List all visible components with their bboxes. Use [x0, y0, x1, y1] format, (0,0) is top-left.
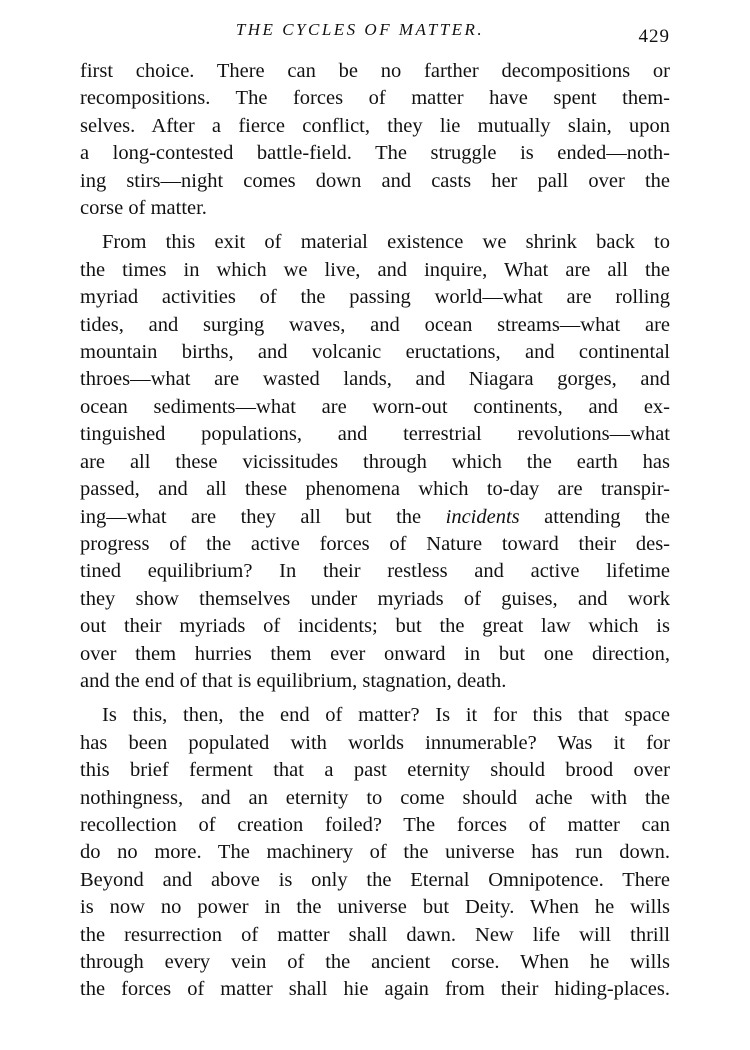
text-line: Beyond and above is only the Eternal Omnipotence. There [80, 868, 670, 891]
text-line-with-italic [80, 504, 670, 531]
running-head [80, 18, 670, 48]
text-line: out their myriads of incidents; but the great law which is [80, 615, 670, 638]
text-line: this brief ferment that a past eternity should brood over [80, 759, 670, 782]
paragraph-3 [80, 702, 670, 1003]
text-line: From this exit of material existence we shrink back to [102, 231, 670, 254]
text-line: a long-contested battle-field. The struggle is ended—noth- [80, 142, 670, 165]
text-line: selves. After a fierce conflict, they lie mutually slain, upon [80, 114, 670, 137]
running-title: THE CYCLES OF MATTER. [235, 20, 485, 39]
text-line: nothingness, and an eternity to come should ache with the [80, 786, 670, 809]
text-line: the resurrection of matter shall dawn. New life will thrill [80, 923, 670, 946]
text-line: the times in which we live, and inquire, What are all the [80, 258, 670, 281]
text-line: over them hurries them ever onward in but one direction, [80, 642, 670, 665]
text-line: and the end of that is equilibrium, stagnation, death. [80, 669, 507, 692]
paragraph-2 [80, 229, 670, 695]
text-segment: ing—what are they all but the [80, 505, 422, 528]
text-line: tinguished populations, and terrestrial revolutions—what [80, 423, 670, 446]
text-line: is now no power in the universe but Deity. When he wills [80, 896, 670, 919]
paragraph-gap [80, 222, 670, 229]
text-line: ing stirs—night comes down and casts her pall over the [80, 169, 670, 192]
page-number: 429 [638, 26, 670, 47]
text-line: through every vein of the ancient corse. When he wills [80, 951, 670, 973]
text-line: tined equilibrium? In their restless and active lifetime [80, 560, 670, 583]
text-line: myriad activities of the passing world—what are rolling [80, 286, 670, 309]
text-line: corse of matter. [80, 197, 207, 220]
body-text [80, 58, 670, 1004]
text-line: passed, and all these phenomena which to-day are transpir- [80, 478, 670, 501]
text-line: throes—what are wasted lands, and Niagara gorges, and [80, 368, 670, 391]
text-line: mountain births, and volcanic eructations, and continental [80, 341, 670, 364]
text-line: do no more. The machinery of the universe has run down. [80, 841, 670, 864]
italic-word: incidents [445, 505, 520, 528]
text-line: the forces of matter shall hie again from their hiding-places. [80, 978, 670, 1001]
text-line: recollection of creation foiled? The forces of matter can [80, 813, 670, 836]
text-line: tides, and surging waves, and ocean streams—what are [80, 313, 670, 336]
text-line: are all these vicissitudes through which the earth has [80, 450, 670, 473]
text-line: progress of the active forces of Nature toward their des- [80, 532, 670, 555]
text-line: has been populated with worlds innumerable? Was it for [80, 731, 670, 754]
paragraph-gap [80, 695, 670, 702]
text-line: Is this, then, the end of matter? Is it for this that space [102, 704, 670, 727]
text-segment: attending the [544, 505, 671, 528]
text-line: first choice. There can be no farther decompositions or [80, 60, 670, 82]
paragraph-1 [80, 58, 670, 222]
text-line: recompositions. The forces of matter have spent them- [80, 87, 670, 110]
text-line: ocean sediments—what are worn-out continents, and ex- [80, 395, 670, 418]
text-line: they show themselves under myriads of guises, and work [80, 587, 670, 610]
